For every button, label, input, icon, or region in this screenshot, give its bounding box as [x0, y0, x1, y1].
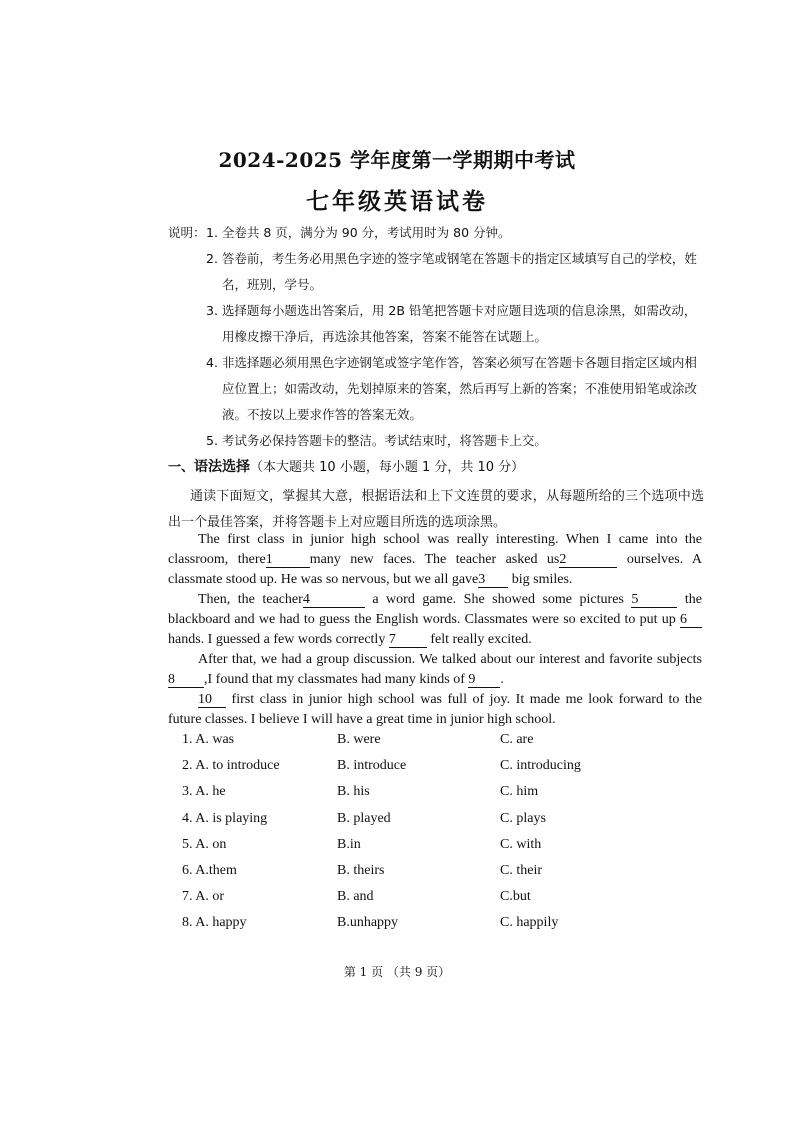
note-line: 2. 答卷前，考生务必用黑色字迹的签字笔或钢笔在答题卡的指定区域填写自己的学校，姓 — [206, 251, 697, 266]
blank-10: 10 — [198, 692, 226, 708]
passage-paragraph — [168, 590, 702, 650]
option-b: B. played — [337, 810, 391, 826]
option-a: 2. A. to introduce — [182, 758, 280, 774]
option-b: B. and — [337, 889, 374, 905]
section-number: 一、 — [168, 460, 195, 475]
option-c: C. introducing — [500, 758, 581, 774]
passage-text: first class in junior high school was full of joy. It made me look forward to the future classes. I believe I will have a great time in junior high school. — [168, 692, 702, 727]
note-line: 4. 非选择题必须用黑色字迹钢笔或签字笔作答，答案必须写在答题卡各题目指定区域内相 — [206, 355, 697, 370]
option-c: C. their — [500, 862, 542, 878]
option-a: 6. A.them — [182, 862, 237, 878]
section-instruction: 通读下面短文，掌握其大意，根据语法和上下文连贯的要求，从每题所给的三个选项中选出一个最佳答案，并将答题卡上对应题目所选的选项涂黑。 — [168, 489, 704, 530]
exam-subtitle: 七年级英语试卷 — [306, 189, 488, 215]
section-desc: （本大题共 10 小题，每小题 1 分，共 10 分） — [250, 460, 525, 475]
passage-paragraph — [168, 530, 702, 590]
option-b: B. his — [337, 784, 370, 800]
option-c: C.but — [500, 889, 531, 905]
blank-1: 1 — [266, 552, 310, 568]
option-a: 4. A. is playing — [182, 810, 268, 826]
passage-text: ,I found that my classmates had many kinds of — [204, 672, 469, 687]
option-b: B. introduce — [337, 758, 407, 774]
passage-text: The first class in junior high school was really interesting. When I came into the classroom, there — [168, 532, 702, 567]
section-name: 语法选择 — [194, 459, 251, 475]
option-a: 8. A. happy — [182, 915, 247, 931]
section-heading — [168, 456, 524, 476]
note-item — [206, 350, 728, 428]
passage-text: big smiles. — [508, 572, 573, 587]
passage-text: the blackboard and we had to guess the English words. Classmates were so excited to put up — [168, 592, 702, 627]
blank-5: 5 — [631, 592, 677, 608]
passage-paragraph — [168, 650, 702, 690]
note-item — [206, 428, 728, 454]
passage-text: . — [500, 672, 504, 687]
page-number-footer: 第 1 页 （共 9 页） — [343, 965, 451, 979]
note-line: 3. 选择题每小题选出答案后，用 2B 铅笔把答题卡对应题目选项的信息涂黑，如需改动， — [206, 303, 697, 318]
option-b: B.unhappy — [337, 915, 399, 931]
answer-options — [182, 732, 622, 942]
option-c: C. with — [500, 836, 542, 852]
option-row — [182, 784, 622, 810]
blank-8: 8 — [168, 672, 204, 688]
option-c: C. him — [500, 784, 539, 800]
note-line: 用橡皮擦干净后，再选涂其他答案，答案不能答在试题上。 — [222, 329, 548, 344]
option-b: B.in — [337, 836, 361, 852]
option-row — [182, 863, 622, 889]
passage-paragraph — [168, 690, 702, 730]
option-row — [182, 889, 622, 915]
option-c: C. plays — [500, 810, 546, 826]
note-line: 名，班别，学号。 — [222, 277, 323, 292]
option-row — [182, 732, 622, 758]
note-line: 5. 考试务必保持答题卡的整洁。考试结束时，将答题卡上交。 — [206, 433, 547, 448]
blank-3: 3 — [478, 572, 508, 588]
note-item — [206, 220, 728, 246]
blank-7: 7 — [389, 632, 427, 648]
option-a: 1. A. was — [182, 732, 235, 747]
passage-text: ourselves. A classmate stood up. He was so nervous, but we all gave — [168, 552, 702, 587]
option-b: B. theirs — [337, 862, 385, 878]
notes-lead: 说明： — [168, 225, 206, 240]
option-a: 5. A. on — [182, 836, 227, 852]
passage-text: many new faces. The teacher asked us — [309, 552, 560, 567]
option-row — [182, 758, 622, 784]
option-row — [182, 915, 622, 941]
blank-9: 9 — [468, 672, 500, 688]
note-line: 液。不按以上要求作答的答案无效。 — [222, 407, 423, 422]
passage-text: a word game. She showed some pictures — [364, 592, 632, 607]
option-row — [182, 811, 622, 837]
blank-6: 6 — [680, 612, 702, 628]
note-item — [206, 246, 728, 298]
option-row — [182, 837, 622, 863]
blank-4: 4 — [303, 592, 365, 608]
passage-text: hands. I guessed a few words correctly — [168, 632, 389, 647]
passage-text: Then, the teacher — [198, 592, 303, 607]
note-line: 应位置上；如需改动，先划掉原来的答案，然后再写上新的答案；不准使用铅笔或涂改 — [222, 381, 698, 396]
option-a: 7. A. or — [182, 889, 224, 905]
note-line: 1. 全卷共 8 页，满分为 90 分，考试用时为 80 分钟。 — [206, 225, 511, 240]
passage-text: After that, we had a group discussion. We talked about our interest and favorite subjects — [198, 652, 702, 667]
option-c: C. are — [500, 732, 534, 747]
option-a: 3. A. he — [182, 784, 226, 800]
exam-title: 2024-2025 学年度第一学期期中考试 — [218, 148, 576, 172]
note-item — [206, 298, 728, 350]
passage-text: felt really excited. — [426, 632, 532, 647]
blank-2: 2 — [559, 552, 617, 568]
instructions-notes — [168, 220, 728, 454]
option-b: B. were — [337, 732, 381, 747]
option-c: C. happily — [500, 915, 559, 931]
reading-passage — [168, 530, 702, 730]
